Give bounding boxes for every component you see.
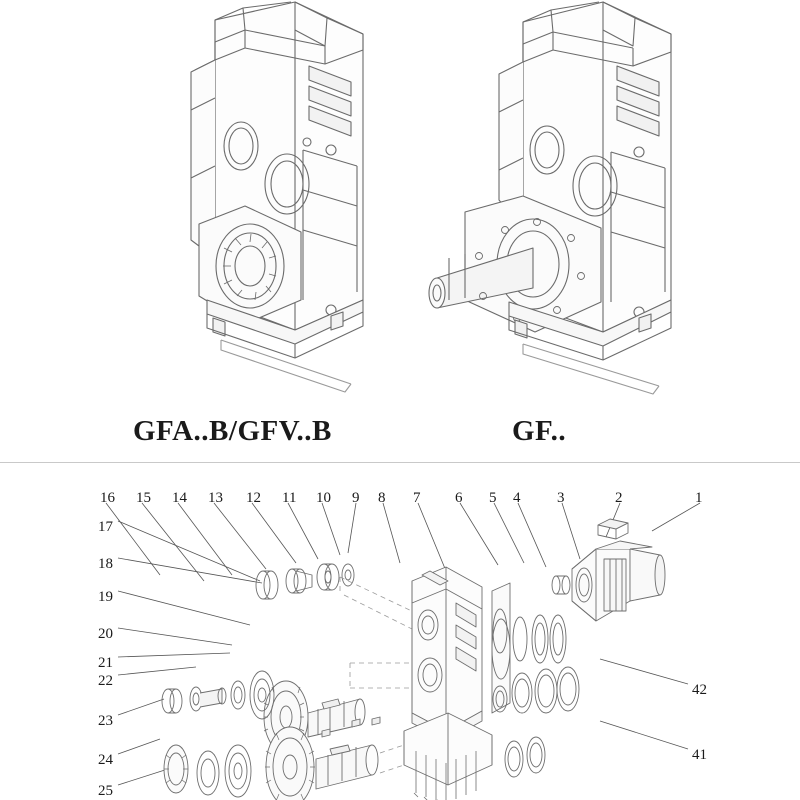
gearbox-right-icon xyxy=(405,0,715,400)
caption-left: GFA..B/GFV..B xyxy=(133,415,332,447)
gearbox-left-icon xyxy=(95,0,395,400)
callout-top-8: 8 xyxy=(378,490,386,506)
callout-top-2: 2 xyxy=(615,490,623,506)
callout-top-7: 7 xyxy=(413,490,421,506)
callout-right-41: 41 xyxy=(692,747,707,763)
callout-top-3: 3 xyxy=(557,490,565,506)
callout-top-6: 6 xyxy=(455,490,463,506)
exploded-view-area xyxy=(0,463,800,800)
caption-right: GF.. xyxy=(512,415,567,447)
callout-top-12: 12 xyxy=(246,490,261,506)
callout-top-15: 15 xyxy=(136,490,151,506)
callout-left-17: 17 xyxy=(98,519,113,535)
callout-top-5: 5 xyxy=(489,490,497,506)
callout-left-18: 18 xyxy=(98,556,113,572)
callout-top-9: 9 xyxy=(352,490,360,506)
callout-left-25: 25 xyxy=(98,783,113,799)
callout-top-10: 10 xyxy=(316,490,331,506)
callout-top-4: 4 xyxy=(513,490,521,506)
callout-top-16: 16 xyxy=(100,490,115,506)
callout-left-24: 24 xyxy=(98,752,113,768)
callout-left-22: 22 xyxy=(98,673,113,689)
callout-left-21: 21 xyxy=(98,655,113,671)
callout-right-42: 42 xyxy=(692,682,707,698)
callout-top-1: 1 xyxy=(695,490,703,506)
callout-top-13: 13 xyxy=(208,490,223,506)
exploded-assembly-icon xyxy=(0,463,800,800)
callout-left-23: 23 xyxy=(98,713,113,729)
callout-top-14: 14 xyxy=(172,490,187,506)
callout-left-19: 19 xyxy=(98,589,113,605)
callout-left-20: 20 xyxy=(98,626,113,642)
callout-top-11: 11 xyxy=(282,490,297,506)
